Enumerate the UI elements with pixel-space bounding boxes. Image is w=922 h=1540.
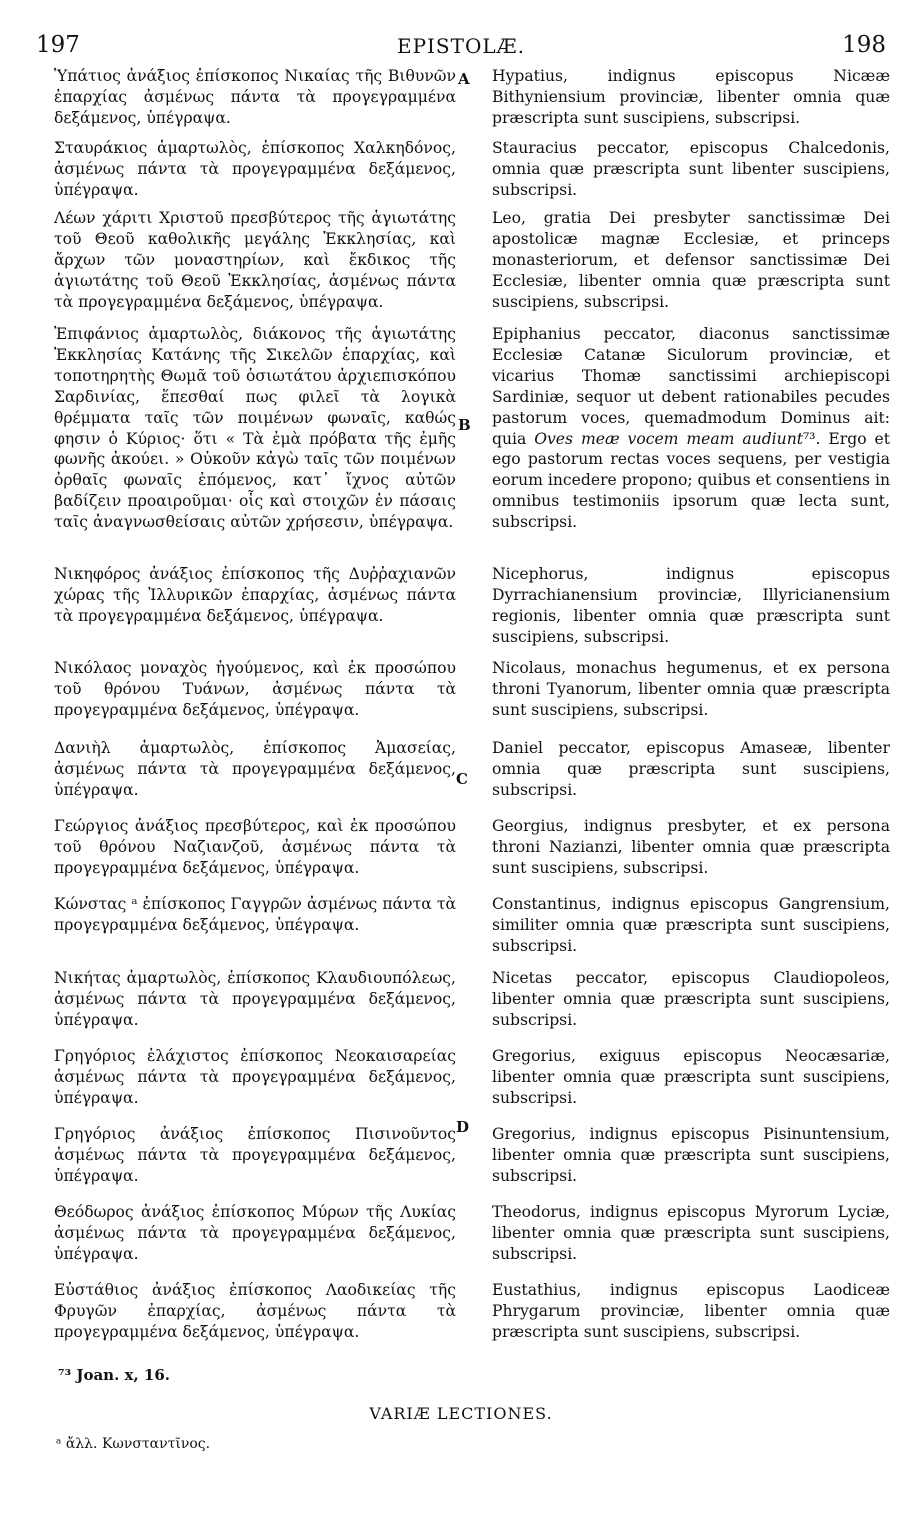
greek-entry-nicetas: Νικήτας ἁμαρτωλὸς, ἐπίσκοπος Κλαυδιουπόλεως, ἀσμένως πάντα τὰ προγεγραμμένα δεξάμενος, ὑπέγραψα. xyxy=(54,969,456,1029)
margin-marker-a: A xyxy=(458,70,470,88)
latin-epiphanius-text-2: ⁷³. Ergo et ego pastorum rectas voces sequens, per vestigia eorum incedere propono; quibus et consentiens in omnibus testimoniis ipsorum quæ lecta sunt, subscripsi. xyxy=(492,429,890,532)
greek-entry-gregorius-2: Γρηγόριος ἀνάξιος ἐπίσκοπος Πισινοῦντος ἀσμένως πάντα τὰ προγεγραμμένα δεξάμενος, ὑπέγραψα. xyxy=(54,1125,456,1185)
latin-entry-theodorus: Theodorus, indignus episcopus Myrorum Lyciæ, libenter omnia quæ præscripta sunt suscipiens, subscripsi. xyxy=(492,1203,890,1263)
latin-entry-nicetas: Nicetas peccator, episcopus Claudiopoleos, libenter omnia quæ præscripta sunt suscipiens, subscripsi. xyxy=(492,969,890,1029)
page-header xyxy=(0,0,922,64)
latin-entry-eustathius: Eustathius, indignus episcopus Laodiceæ Phrygarum provinciæ, libenter omnia quæ præscripta sunt suscipiens, subscripsi. xyxy=(492,1281,890,1341)
margin-marker-b: B xyxy=(458,416,471,434)
latin-entry-constantinus: Constantinus, indignus episcopus Gangrensium, similiter omnia quæ præscripta sunt suscipiens, subscripsi. xyxy=(492,895,890,955)
page-number-left: 197 xyxy=(36,32,80,58)
margin-marker-d: D xyxy=(456,1118,470,1136)
greek-entry-eustathius: Εὐστάθιος ἀνάξιος ἐπίσκοπος Λαοδικείας τῆς Φρυγῶν ἐπαρχίας, ἀσμένως πάντα τὰ προγεγραμμένα δεξάμενος, ὑπέγραψα. xyxy=(54,1281,456,1341)
latin-entry-leo: Leo, gratia Dei presbyter sanctissimæ Dei apostolicæ magnæ Ecclesiæ, et princeps monasteriorum, et defensor sanctissimæ Dei Ecclesiæ, libenter omnia quæ præscripta sunt suscipiens, subscripsi. xyxy=(492,209,890,311)
greek-entry-hypatius: Ὑπάτιος ἀνάξιος ἐπίσκοπος Νικαίας τῆς Βιθυνῶν ἐπαρχίας ἀσμένως πάντα τὰ προγεγραμμένα δεξάμενος, ὑπέγραψα. xyxy=(54,67,456,127)
greek-entry-theodorus: Θεόδωρος ἀνάξιος ἐπίσκοπος Μύρων τῆς Λυκίας ἀσμένως πάντα τὰ προγεγραμμένα δεξάμενος, ὑπέγραψα. xyxy=(54,1203,456,1263)
greek-entry-stauracius: Σταυράκιος ἁμαρτωλὸς, ἐπίσκοπος Χαλκηδόνος, ἀσμένως πάντα τὰ προγεγραμμένα δεξάμενος, ὑπέγραψα. xyxy=(54,139,456,199)
greek-entry-daniel: Δανιὴλ ἁμαρτωλὸς, ἐπίσκοπος Ἀμασείας, ἀσμένως πάντα τὰ προγεγραμμένα δεξάμενος, ὑπέγραψα. xyxy=(54,739,456,799)
footnote: ⁷³ Joan. x, 16. xyxy=(58,1366,171,1384)
greek-entry-constans: Κώνστας ᵃ ἐπίσκοπος Γαγγρῶν ἀσμένως πάντα τὰ προγεγραμμένα δεξάμενος, ὑπέγραψα. xyxy=(54,895,456,934)
variae-lectiones-heading: VARIÆ LECTIONES. xyxy=(369,1404,553,1423)
latin-entry-daniel: Daniel peccator, episcopus Amaseæ, libenter omnia quæ præscripta sunt suscipiens, subscripsi. xyxy=(492,739,890,799)
greek-entry-gregorius-1: Γρηγόριος ἐλάχιστος ἐπίσκοπος Νεοκαισαρείας ἀσμένως πάντα τὰ προγεγραμμένα δεξάμενος, ὑπέγραψα. xyxy=(54,1047,456,1107)
greek-entry-georgius: Γεώργιος ἀνάξιος πρεσβύτερος, καὶ ἐκ προσώπου τοῦ θρόνου Ναζιανζοῦ, ἀσμένως πάντα τὰ προγεγραμμένα δεξάμενος, ὑπέγραψα. xyxy=(54,817,456,877)
latin-entry-epiphanius xyxy=(492,324,890,533)
greek-entry-leo: Λέων χάριτι Χριστοῦ πρεσβύτερος τῆς ἁγιωτάτης τοῦ Θεοῦ καθολικῆς μεγάλης Ἐκκλησίας, καὶ ἄρχων τῶν μοναστηρίων, καὶ ἔκδικος τῆς ἁγιωτάτης τοῦ Θεοῦ Ἐκκλησίας, ἀσμένως πάντα τὰ προγεγραμμένα δεξάμενος, ὑπέγραψα. xyxy=(54,209,456,311)
latin-entry-nicolaus: Nicolaus, monachus hegumenus, et ex persona throni Tyanorum, libenter omnia quæ præscripta sunt suscipiens, subscripsi. xyxy=(492,659,890,719)
latin-epiphanius-quote: Oves meæ vocem meam audiunt xyxy=(534,429,804,448)
greek-entry-epiphanius: Ἐπιφάνιος ἁμαρτωλὸς, διάκονος τῆς ἁγιωτάτης Ἐκκλησίας Κατάνης τῆς Σικελῶν ἐπαρχίας, καὶ τοποτηρητὴς Θωμᾶ τοῦ ὁσιωτάτου ἀρχιεπισκόπου Σαρδινίας, ἕπεσθαί πως φιλεῖ τὰ λογικὰ θρέμματα ταῖς τῶν ποιμένων φωναῖς, καθώς φησιν ὁ Κύριος· ὅτι « Τὰ ἐμὰ πρόβατα τῆς ἐμῆς φωνῆς ἀκούει. » Οὐκοῦν κἀγὼ ταῖς τῶν ποιμένων ὀρθαῖς φωναῖς ἑπόμενος, κατ᾽ ἴχνος αὐτῶν βαδίζειν προαιροῦμαι· οἷς καὶ στοιχῶν ἐν πάσαις ταῖς ἀναγνωσθείσαις αὐτῶν χρήσεσιν, ὑπέγραψα. xyxy=(54,325,456,532)
latin-entry-stauracius: Stauracius peccator, episcopus Chalcedonis, omnia quæ præscripta sunt libenter suscipiens, subscripsi. xyxy=(492,139,890,199)
greek-entry-nicephorus: Νικηφόρος ἀνάξιος ἐπίσκοπος τῆς Δυῤῥαχιανῶν χώρας τῆς Ἰλλυρικῶν ἐπαρχίας, ἀσμένως πάντα τὰ προγεγραμμένα δεξάμενος, ὑπέγραψα. xyxy=(54,565,456,625)
variae-lectiones-note: ᵃ ἄλλ. Κωνσταντῖνος. xyxy=(56,1436,211,1452)
latin-entry-gregorius-1: Gregorius, exiguus episcopus Neocæsariæ, libenter omnia quæ præscripta sunt suscipiens, subscripsi. xyxy=(492,1047,890,1107)
greek-entry-nicolaus: Νικόλαος μοναχὸς ἡγούμενος, καὶ ἐκ προσώπου τοῦ θρόνου Τυάνων, ἀσμένως πάντα τὰ προγεγραμμένα δεξάμενος, ὑπέγραψα. xyxy=(54,659,456,719)
latin-entry-nicephorus: Nicephorus, indignus episcopus Dyrrachianensium provinciæ, Illyricianensium regionis, libenter omnia quæ præscripta sunt suscipiens, subscripsi. xyxy=(492,565,890,646)
running-title: EPISTOLÆ. xyxy=(396,34,526,58)
latin-entry-gregorius-2: Gregorius, indignus episcopus Pisinuntensium, libenter omnia quæ præscripta sunt suscipiens, subscripsi. xyxy=(492,1125,890,1185)
latin-epiphanius-text-1: Epiphanius peccator, diaconus sanctissimæ Ecclesiæ Catanæ Siculorum provinciæ, et vicarius Thomæ sanctissimi archiepiscopi Sardiniæ, sequor ut debent rationabiles pecudes pastorum voces, quemadmodum Dominus ait: quia xyxy=(492,325,890,448)
margin-marker-c: C xyxy=(456,770,468,788)
latin-entry-georgius: Georgius, indignus presbyter, et ex persona throni Nazianzi, libenter omnia quæ præscripta sunt suscipiens, subscripsi. xyxy=(492,817,890,877)
latin-entry-hypatius: Hypatius, indignus episcopus Nicææ Bithyniensium provinciæ, libenter omnia quæ præscripta sunt suscipiens, subscripsi. xyxy=(492,67,890,127)
page-number-right: 198 xyxy=(842,32,886,58)
